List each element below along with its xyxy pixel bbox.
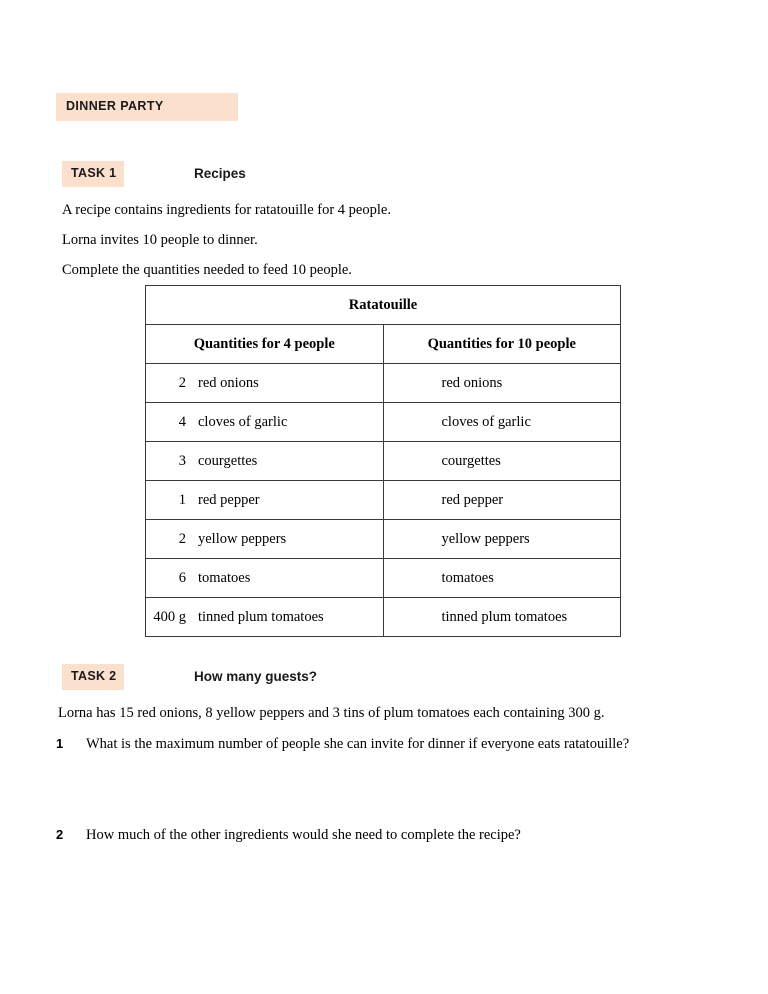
cell-quantity-10-5[interactable] (383, 559, 621, 598)
task-2-intro: Lorna has 15 red onions, 8 yellow peppers and 3 tins of plum tomatoes each containing 300 g. (58, 705, 605, 721)
recipe-table-container (145, 285, 621, 637)
question-2-text: How much of the other ingredients would she need to complete the recipe? (86, 827, 521, 843)
ingredient-name: red pepper (441, 491, 504, 508)
question-1-text: What is the maximum number of people she can invite for dinner if everyone eats ratatouille? (86, 736, 630, 752)
question-1-number: 1 (56, 736, 64, 751)
cell-quantity-4-0 (146, 364, 384, 403)
question-2-number: 2 (56, 827, 64, 842)
ingredient-name: red pepper (198, 491, 260, 508)
table-row (146, 598, 621, 637)
question-1 (56, 736, 746, 753)
recipe-table (145, 285, 621, 637)
task-2-title: How many guests? (194, 669, 318, 684)
column-header-quantities-4: Quantities for 4 people (146, 325, 384, 364)
table-caption-row (146, 286, 621, 325)
cell-quantity-10-0[interactable] (383, 364, 621, 403)
ingredient-name: red onions (441, 374, 503, 391)
cell-quantity-4-6 (146, 598, 384, 637)
quantity-4-value: 1 (178, 491, 186, 508)
quantity-4-value: 6 (178, 569, 186, 586)
table-row (146, 403, 621, 442)
quantity-4-value: 2 (178, 530, 186, 547)
quantity-4-value: 400 g (153, 608, 186, 625)
ingredient-name: tomatoes (441, 569, 494, 586)
task-1-chip-label: TASK 1 (71, 166, 117, 180)
recipe-name-cell: Ratatouille (146, 286, 621, 325)
task-1-line-2: Lorna invites 10 people to dinner. (62, 232, 258, 248)
cell-quantity-4-1 (146, 403, 384, 442)
question-2 (56, 827, 746, 844)
cell-quantity-4-2 (146, 442, 384, 481)
task-2-chip-label: TASK 2 (71, 669, 117, 683)
table-row (146, 559, 621, 598)
table-row (146, 364, 621, 403)
table-header-row (146, 325, 621, 364)
ingredient-name: tinned plum tomatoes (198, 608, 324, 625)
document-banner (56, 93, 238, 121)
table-row (146, 520, 621, 559)
cell-quantity-10-4[interactable] (383, 520, 621, 559)
table-row (146, 481, 621, 520)
cell-quantity-10-3[interactable] (383, 481, 621, 520)
ingredient-name: tinned plum tomatoes (441, 608, 568, 625)
ingredient-name: tomatoes (198, 569, 251, 586)
cell-quantity-10-1[interactable] (383, 403, 621, 442)
ingredient-name: yellow peppers (198, 530, 287, 547)
task-1-chip (62, 161, 124, 187)
task-2-chip (62, 664, 124, 690)
cell-quantity-4-4 (146, 520, 384, 559)
ingredient-name: red onions (198, 374, 259, 391)
quantity-4-value: 3 (178, 452, 186, 469)
recipe-table-body (146, 286, 621, 637)
ingredient-name: cloves of garlic (198, 413, 288, 430)
task-1-title: Recipes (194, 166, 246, 181)
document-title: DINNER PARTY (66, 99, 164, 113)
table-row (146, 442, 621, 481)
quantity-4-value: 4 (178, 413, 186, 430)
ingredient-name: yellow peppers (441, 530, 530, 547)
cell-quantity-10-2[interactable] (383, 442, 621, 481)
ingredient-name: courgettes (198, 452, 258, 469)
cell-quantity-4-5 (146, 559, 384, 598)
ingredient-name: cloves of garlic (441, 413, 531, 430)
quantity-4-value: 2 (178, 374, 186, 391)
task-1-line-1: A recipe contains ingredients for ratatouille for 4 people. (62, 202, 391, 218)
column-header-quantities-10: Quantities for 10 people (383, 325, 621, 364)
cell-quantity-4-3 (146, 481, 384, 520)
task-1-line-3: Complete the quantities needed to feed 10 people. (62, 262, 352, 278)
ingredient-name: courgettes (441, 452, 501, 469)
cell-quantity-10-6[interactable] (383, 598, 621, 637)
